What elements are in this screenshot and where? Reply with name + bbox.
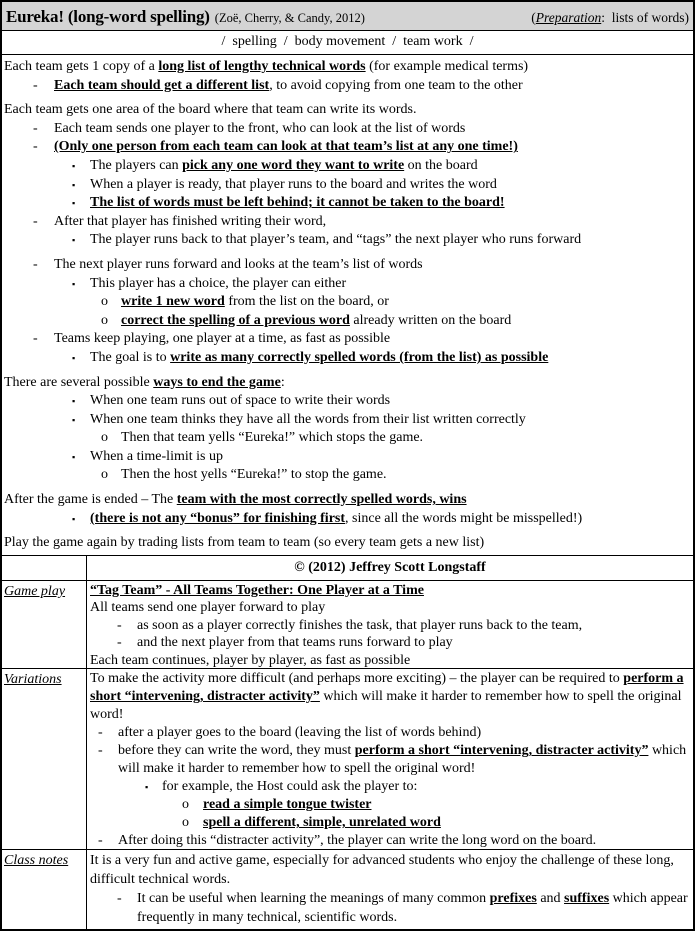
class-notes-label-cell: [2, 850, 87, 929]
text-segment: which will make it harder to remember how to spell the original word!: [118, 743, 687, 776]
dash-bullet: -: [33, 213, 38, 229]
square-bullet: ▪: [72, 179, 76, 190]
text-line: [4, 120, 691, 139]
text-line: [4, 448, 691, 467]
text-line: [4, 58, 691, 77]
text-line: [90, 778, 690, 796]
text-segment: perform a short “intervening, distracter activity”: [354, 743, 649, 758]
text-segment: It is a very fun and active game, especially for advanced students who enjoy the challenge of these long, difficult technical words.: [90, 853, 674, 887]
text-segment: When a time-limit is up: [90, 448, 223, 464]
square-bullet: ▪: [72, 160, 76, 171]
text-segment: long list of lengthy technical words: [158, 59, 366, 74]
text-line: [4, 77, 691, 96]
main-instructions: [2, 55, 693, 556]
text-segment: ways to end the game: [153, 374, 281, 390]
text-segment: :: [280, 374, 285, 390]
dash-bullet: -: [33, 120, 38, 136]
text-segment: The player runs back to that player’s team, and “tags” the next player who runs forward: [90, 232, 582, 248]
text-segment: This player has a choice, the player can either: [90, 275, 347, 291]
text-segment: The goal is to: [90, 349, 171, 365]
text-line: [4, 275, 691, 294]
circle-bullet: o: [101, 430, 108, 446]
text-segment: on the board: [404, 157, 478, 173]
text-segment: as soon as a player correctly finishes the task, that player runs back to the team,: [137, 617, 583, 633]
dash-bullet: -: [33, 256, 38, 272]
square-bullet: ▪: [72, 396, 76, 407]
text-segment: When a player is ready, that player runs to the board and writes the word: [90, 176, 497, 192]
circle-bullet: o: [182, 815, 189, 830]
text-line: [4, 293, 691, 312]
circle-bullet: o: [101, 312, 108, 328]
section-game-play: [2, 581, 693, 669]
text-line: [4, 411, 691, 430]
text-line: [90, 814, 690, 832]
text-line: [4, 429, 691, 448]
text-line: [4, 466, 691, 485]
text-line: [90, 889, 690, 927]
text-segment: To make the activity more difficult (and perhaps more exciting) – the player can be required to: [90, 671, 624, 686]
text-segment: from the list on the board, or: [224, 294, 389, 310]
text-line: [4, 330, 691, 349]
text-segment: Each team gets one area of the board where that team can write its words.: [4, 102, 417, 118]
square-bullet: ▪: [72, 235, 76, 246]
dash-bullet: -: [33, 77, 38, 93]
preparation-note: [531, 10, 689, 26]
text-segment: perform a short “intervening, distracter activity”: [90, 671, 684, 704]
class-notes-label: Class notes: [4, 853, 69, 868]
text-segment: Each team gets 1 copy of a: [4, 59, 159, 74]
game-play-label-cell: [2, 581, 87, 668]
text-segment: which appear frequently in many technical, scientific words.: [137, 891, 688, 925]
authors-citation: (Zoë, Cherry, & Candy, 2012): [214, 11, 365, 25]
variations-label-cell: [2, 669, 87, 849]
text-segment: After that player has finished writing their word,: [54, 213, 327, 229]
square-bullet: ▪: [72, 278, 76, 289]
text-segment: and: [536, 891, 565, 906]
section-class-notes: [2, 850, 693, 929]
text-line: [4, 510, 691, 529]
text-line: [90, 634, 690, 651]
circle-bullet: o: [182, 797, 189, 812]
text-segment: prefixes: [489, 891, 537, 906]
text-line: [4, 138, 691, 157]
text-line: [4, 176, 691, 195]
text-line: [4, 392, 691, 411]
text-segment: When one team runs out of space to write their words: [90, 393, 391, 409]
dash-bullet: -: [117, 617, 122, 633]
square-bullet: ▪: [72, 414, 76, 425]
text-segment: team with the most correctly spelled words, wins: [176, 492, 467, 508]
title-bar: [2, 2, 693, 31]
text-segment: before they can write the word, they must: [118, 743, 355, 758]
square-bullet: ▪: [145, 782, 149, 792]
game-play-label: Game play: [4, 584, 66, 599]
text-segment: , since all the words might be misspelled!): [345, 510, 583, 526]
class-notes-content: [87, 850, 693, 929]
text-line: [90, 724, 690, 742]
dash-bullet: -: [117, 891, 122, 906]
text-segment: write 1 new word: [121, 294, 225, 310]
dash-bullet: -: [98, 743, 103, 758]
square-bullet: ▪: [72, 513, 76, 524]
text-line: [4, 231, 691, 250]
text-segment: (for example medical terms): [365, 59, 529, 74]
text-line: [4, 491, 691, 510]
text-segment: Then the host yells “Eureka!” to stop the game.: [121, 467, 387, 483]
copyright-label-cell: [2, 556, 87, 580]
text-segment: write as many correctly spelled words (from the list) as possible: [170, 349, 549, 365]
text-segment: Each team continues, player by player, as fast as possible: [90, 652, 411, 668]
variations-label: Variations: [4, 672, 62, 687]
square-bullet: ▪: [72, 352, 76, 363]
dash-bullet: -: [117, 635, 122, 651]
dash-bullet: -: [98, 833, 103, 848]
text-line: [4, 157, 691, 176]
preparation-open-paren: (: [531, 10, 536, 25]
square-bullet: ▪: [72, 451, 76, 462]
text-segment: after a player goes to the board (leaving the list of words behind): [118, 725, 482, 740]
text-line: [90, 851, 690, 889]
text-segment: spell a different, simple, unrelated word: [203, 815, 441, 830]
text-segment: which will make it harder to remember how to spell the original word!: [90, 689, 682, 722]
text-segment: Each team sends one player to the front, who can look at the list of words: [54, 120, 466, 136]
text-segment: Teams keep playing, one player at a time, as fast as possible: [54, 331, 391, 347]
section-variations: [2, 669, 693, 850]
text-segment: correct the spelling of a previous word: [121, 312, 350, 328]
text-line: [4, 312, 691, 331]
text-line: [4, 374, 691, 393]
text-line: [4, 256, 691, 275]
text-segment: pick any one word they want to write: [182, 157, 405, 173]
text-line: [90, 582, 690, 599]
text-segment: After doing this “distracter activity”, the player can write the long word on the board.: [118, 833, 597, 848]
text-segment: (Only one person from each team can look at that team’s list at any one time!): [54, 139, 518, 155]
text-line: [90, 796, 690, 814]
category-tags: / spelling / body movement / team work /: [2, 31, 693, 55]
text-segment: There are several possible: [4, 374, 154, 390]
text-segment: for example, the Host could ask the player to:: [162, 779, 418, 794]
text-segment: All teams send one player forward to play: [90, 600, 326, 616]
text-line: [90, 832, 690, 849]
text-segment: When one team thinks they have all the words from their list written correctly: [90, 411, 526, 427]
text-segment: and the next player from that teams runs forward to play: [137, 635, 453, 651]
text-line: [90, 670, 690, 724]
text-segment: The list of words must be left behind; it cannot be taken to the board!: [90, 195, 505, 211]
circle-bullet: o: [101, 294, 108, 310]
text-segment: Play the game again by trading lists from team to team (so every team gets a new list): [4, 535, 485, 551]
text-segment: “Tag Team” - All Teams Together: One Player at a Time: [90, 583, 424, 598]
text-line: [90, 742, 690, 778]
copyright-row: [2, 556, 693, 581]
text-segment: suffixes: [564, 891, 610, 906]
dash-bullet: -: [98, 725, 103, 740]
text-line: [90, 652, 690, 668]
text-segment: The next player runs forward and looks at the team’s list of words: [54, 256, 423, 272]
text-segment: Each team should get a different list: [54, 77, 270, 93]
variations-content: [87, 669, 693, 849]
game-play-content: [87, 581, 693, 668]
preparation-value: : lists of words): [601, 10, 689, 25]
text-segment: It can be useful when learning the meanings of many common: [137, 891, 490, 906]
dash-bullet: -: [33, 331, 38, 347]
dash-bullet: -: [33, 139, 38, 155]
text-line: [90, 599, 690, 616]
copyright-text: © (2012) Jeffrey Scott Longstaff: [294, 560, 486, 575]
square-bullet: ▪: [72, 198, 76, 209]
text-segment: The players can: [90, 157, 183, 173]
text-segment: After the game is ended – The: [4, 492, 177, 508]
text-segment: , to avoid copying from one team to the other: [269, 77, 523, 93]
text-line: [90, 617, 690, 634]
text-segment: (there is not any “bonus” for finishing first: [90, 510, 346, 526]
text-line: [4, 194, 691, 213]
text-segment: read a simple tongue twister: [203, 797, 372, 812]
page-title: Eureka! (long-word spelling): [6, 7, 210, 26]
text-segment: already written on the board: [349, 312, 512, 328]
text-line: [4, 101, 691, 120]
text-line: [4, 349, 691, 368]
text-line: [4, 213, 691, 232]
preparation-label: Preparation: [535, 10, 602, 25]
text-line: [4, 534, 691, 553]
circle-bullet: o: [101, 467, 108, 483]
text-segment: Then that team yells “Eureka!” which stops the game.: [121, 430, 424, 446]
